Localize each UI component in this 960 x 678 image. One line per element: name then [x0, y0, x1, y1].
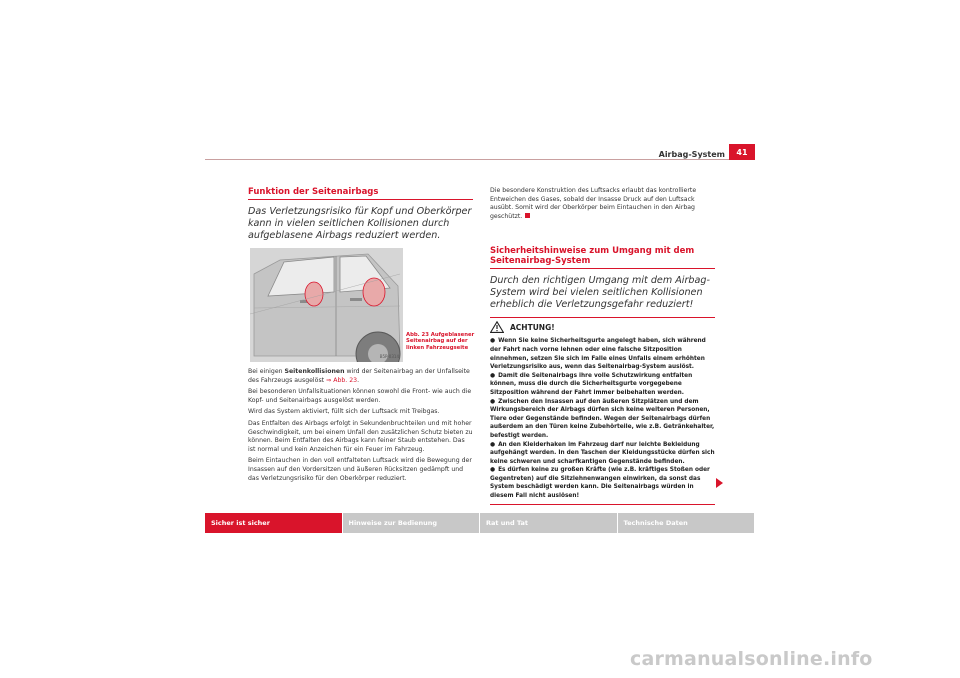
- left-column: [248, 187, 473, 486]
- bullet-icon: ●: [490, 398, 496, 405]
- warning-box: [490, 317, 715, 504]
- warning-item: [490, 337, 715, 371]
- figure-reference-link[interactable]: ⇒ Abb. 23: [326, 376, 358, 384]
- continue-arrow-icon[interactable]: [716, 478, 723, 488]
- warning-item: [490, 398, 715, 441]
- warning-item-text: Es dürfen keine zu großen Kräfte (wie z.B. kräftiges Stoßen oder Gegentreten) auf die Sitzlehnenwangen einwirken, da sonst das System beschädigt werden kann. Die Seitenairbags würden in diesem Fall nicht auslösen!: [490, 467, 710, 500]
- text-fragment: Die besondere Konstruktion des Luftsacks erlaubt das kontrollierte Entweichen des Gases, sobald der Insasse Druck auf den Luftsack ausübt. Somit wird der Oberkörper beim Eintauchen in den Airbag geschützt.: [490, 187, 697, 220]
- warning-item-text: An den Kleiderhaken im Fahrzeug darf nur leichte Bekleidung aufgehängt werden. In den Taschen der Kleidungsstücke dürfen sich keine schweren und scharfkantigen Gegenstände befinden.: [490, 441, 715, 465]
- figure-caption: Abb. 23 Aufgeblasener Seitenairbag auf der linken Fahrzeugseite: [406, 332, 475, 351]
- warning-item-text: Zwischen den Insassen auf den äußeren Sitzplätzen und dem Wirkungsbereich der Airbags dürfen sich keine weiteren Personen, Tiere oder Gegenstände befinden. Wegen der Seitenairbags dürfen außerdem an den Türen keine Zubehörteile, wie z.B. Getränkehalter, befestigt werden.: [490, 398, 715, 439]
- footer-nav: [205, 513, 755, 533]
- car-illustration-svg: [250, 248, 403, 362]
- footer-tab-sicher-ist-sicher[interactable]: Sicher ist sicher: [205, 513, 343, 533]
- paragraph-construction: [490, 187, 715, 221]
- warning-item-text: Wenn Sie keine Sicherheitsgurte angelegt haben, sich während der Fahrt nach vorne lehnen oder eine falsche Sitzposition einnehmen, setzen Sie sich im Falle eines Unfalls einem erhöhten Verletzungsrisiko aus, wenn das Seitenairbag-System auslöst.: [490, 338, 706, 371]
- bullet-icon: ●: [490, 372, 496, 379]
- warning-item-text: Damit die Seitenairbags ihre volle Schutzwirkung entfalten können, muss die durch die Sicherheitsgurte vorgegebene Sitzposition während der Fahrt immer beibehalten werden.: [490, 372, 693, 396]
- warning-header: [490, 321, 715, 333]
- paragraph-side-collisions: [248, 368, 473, 385]
- page-title: Airbag-System: [658, 150, 725, 159]
- watermark: carmanualsonline.info: [630, 648, 873, 670]
- warning-title: ACHTUNG!: [510, 322, 555, 332]
- paragraph-system-activated: Wird das System aktiviert, füllt sich der Luftsack mit Treibgas.: [248, 408, 440, 416]
- page-number: 41: [729, 144, 755, 160]
- section-end-marker: [525, 213, 530, 218]
- text-fragment: .: [357, 376, 360, 384]
- figure-23: [248, 248, 473, 362]
- right-column: [490, 187, 715, 505]
- bullet-icon: ●: [490, 467, 496, 474]
- warning-item: [490, 441, 715, 467]
- text-fragment: wird der Seitenairbag an der Unfallseite des Fahrzeugs ausgelöst: [248, 368, 470, 384]
- safety-intro: Durch den richtigen Umgang mit dem Airbag-System wird bei vielen seitlichen Kollisionen erheblich die Verletzungsgefahr reduziert!: [490, 275, 710, 311]
- section-intro: Das Verletzungsrisiko für Kopf und Oberkörper kann in vielen seitlichen Kollisionen durch aufgeblasene Airbags reduziert werden.: [248, 206, 472, 241]
- text-fragment: Bei einigen: [248, 368, 285, 375]
- paragraph-deployment: Das Entfalten des Airbags erfolgt in Sekundenbruchteilen und mit hoher Geschwindigkeit, um bei einem Unfall den zusätzlichen Schutz bieten zu können. Beim Entfalten des Airbags kann feiner Staub entstehen. Das ist normal und kein Anzeichen für ein Feuer im Fahrzeug.: [248, 419, 473, 453]
- warning-item: [490, 372, 715, 398]
- footer-tab-rat-und-tat[interactable]: Rat und Tat: [480, 513, 618, 533]
- paragraph-special-situations: Bei besonderen Unfallsituationen können sowohl die Front- wie auch die Kopf- und Seitenairbags ausgelöst werden.: [248, 388, 472, 404]
- bullet-icon: ●: [490, 338, 496, 345]
- warning-triangle-icon: [490, 321, 504, 333]
- warning-item: [490, 466, 715, 500]
- section-title-safety-notes: Sicherheitshinweise zum Umgang mit dem Seitenairbag-System: [490, 246, 715, 269]
- footer-tab-hinweise-zur-bedienung[interactable]: Hinweise zur Bedienung: [343, 513, 481, 533]
- section-title-side-airbags: Funktion der Seitenairbags: [248, 187, 473, 200]
- paragraph-immersion: Beim Eintauchen in den voll entfalteten Luftsack wird die Bewegung der Insassen auf den Vordersitzen und äußeren Rücksitzen gedämpft und das Verletzungsrisiko für den Oberkörper reduziert.: [248, 457, 472, 482]
- bullet-icon: ●: [490, 441, 496, 448]
- header-rule: [205, 159, 755, 160]
- car-side-airbag-illustration: [250, 248, 403, 362]
- footer-tab-technische-daten[interactable]: Technische Daten: [618, 513, 756, 533]
- figure-code: B5P-0314: [379, 354, 399, 359]
- bold-term: Seitenkollisionen: [284, 368, 345, 375]
